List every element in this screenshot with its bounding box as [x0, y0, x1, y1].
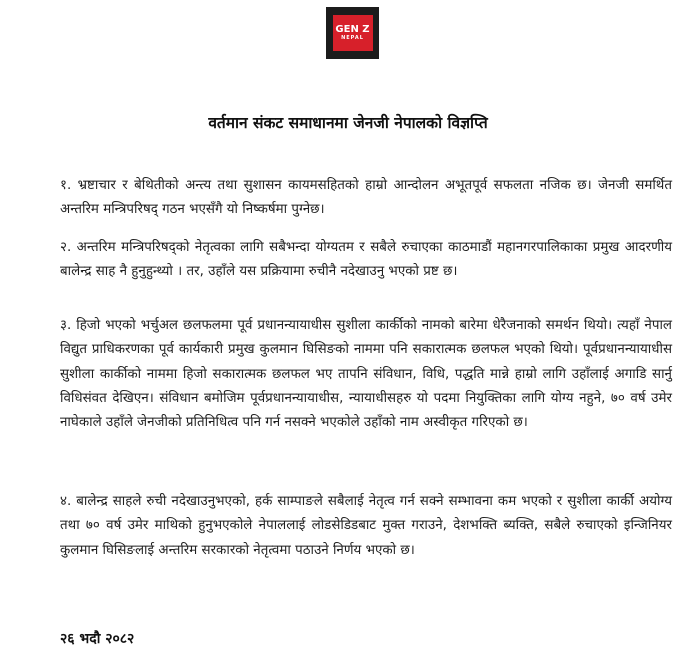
document-date: २६ भदौ २०८२: [60, 631, 135, 647]
logo-mark: [333, 15, 373, 51]
logo-text-line1: GEN Z: [335, 24, 370, 35]
paragraph-3: ३. हिजो भएको भर्चुअल छलफलमा पूर्व प्रधानन्यायाधीस सुशीला कार्कीको नामको बारेमा धेरैजनाको समर्थन थियो। त्यहाँ नेपाल विद्युत प्राधिकरणका पूर्व कार्यकारी प्रमुख कुलमान घिसिङको नाममा पनि सकारात्मक छलफल भएको थियो। पूर्वप्रधानन्यायाधीस सुशीला कार्कीको नाममा हिजो सकारात्मक छलफल भए तापनि संविधान, विधि, पद्धति मान्ने हाम्रो लागि उहाँलाई अगाडि सार्नु विधिसंवत देखिएन। संविधान बमोजिम पूर्वप्रधानन्यायाधीस, न्यायाधीसहरु यो पदमा नियुक्तिका लागि योग्य नहुने, ७० वर्ष उमेर नाघेकाले उहाँले जेनजीको प्रतिनिधित्व पनि गर्न नसक्ने भएकोले उहाँको नाम अस्वीकृत गरिएको छ।: [60, 318, 672, 431]
document-title: वर्तमान संकट समाधानमा जेनजी नेपालको विज्ञप्ति: [208, 114, 488, 132]
paragraph-4: ४. बालेन्द्र साहले रुची नदेखाउनुभएको, हर्क साम्पाङले सबैलाई नेतृत्व गर्न सक्ने सम्भावना कम भएको र सुशीला कार्की अयोग्य तथा ७० वर्ष उमेर माथिको हुनुभएकोले नेपाललाई लोडसेडिडबाट मुक्त गराउने, देशभक्ति ब्यक्ति, सबैले रुचाएको इन्जिनियर कुलमान घिसिङलाई अन्तरिम सरकारको नेतृत्वमा पठाउने निर्णय भएको छ।: [60, 494, 672, 558]
paragraph-1: १. भ्रष्टाचार र बेथितीको अन्त्य तथा सुशासन कायमसहितको हाम्रो आन्दोलन अभूतपूर्व सफलता नजिक छ। जेनजी समर्थित अन्तरिम मन्त्रिपरिषद् गठन भएसँगै यो निष्कर्षमा पुग्नेछ।: [60, 178, 672, 218]
logo-text-line2: NEPAL: [341, 35, 364, 41]
gen-z-nepal-logo: [326, 7, 379, 59]
paragraph-2: २. अन्तरिम मन्त्रिपरिषद्को नेतृत्वका लागि सबैभन्दा योग्यतम र सबैले रुचाएका काठमाडौं महानगरपालिकाका प्रमुख आदरणीय बालेन्द्र साह नै हुनुहुन्थ्यो । तर, उहाँले यस प्रक्रियामा रुचीनै नदेखाउनु भएको प्रष्ट छ।: [60, 240, 672, 280]
